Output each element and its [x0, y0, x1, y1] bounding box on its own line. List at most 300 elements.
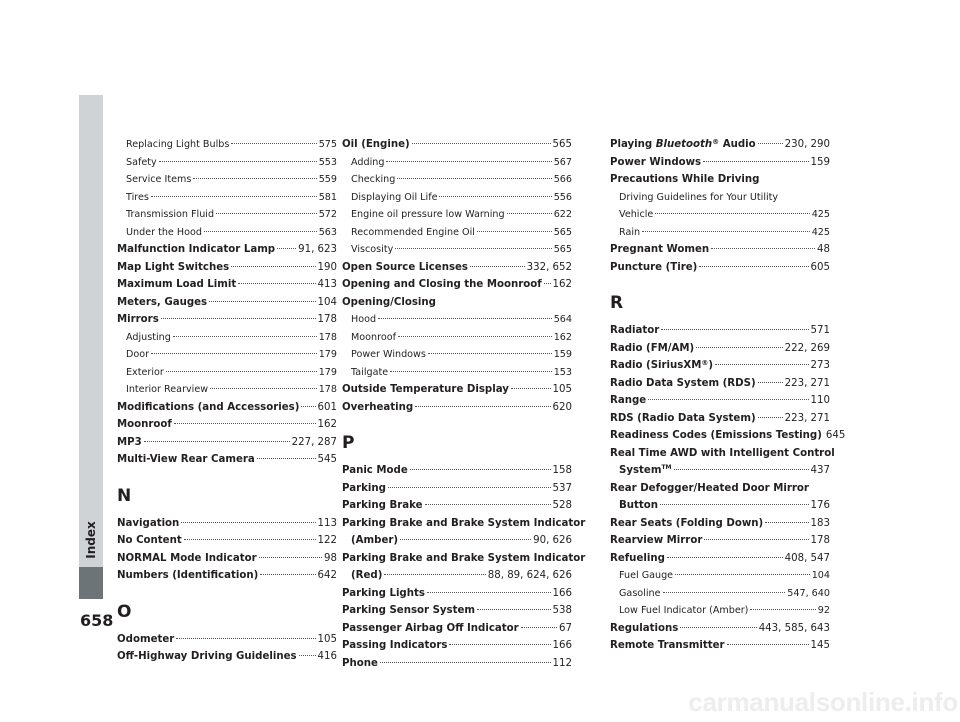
index-entry-term — [117, 416, 172, 434]
index-entry — [610, 410, 830, 428]
dot-leader — [161, 318, 316, 319]
index-entry-term — [126, 329, 171, 347]
index-entry-term — [342, 637, 447, 655]
index-entry — [342, 497, 572, 515]
entry-term-text: Rain — [619, 226, 641, 238]
entry-term-text: Panic Mode — [342, 465, 408, 476]
index-entry — [117, 346, 337, 364]
index-entry-term — [619, 497, 658, 515]
index-entry — [117, 171, 337, 189]
dot-leader — [507, 213, 552, 214]
dot-leader — [663, 592, 786, 593]
dot-leader — [151, 196, 317, 197]
index-entry-pages: 528 — [552, 500, 572, 511]
index-entry — [610, 462, 830, 480]
index-entry — [117, 648, 337, 666]
entry-term-text: Parking Brake — [342, 500, 423, 511]
index-entry — [342, 189, 572, 207]
index-entry — [342, 620, 572, 638]
dot-leader — [704, 539, 808, 540]
dot-leader — [750, 609, 815, 610]
index-entry-pages: 179 — [318, 349, 337, 360]
index-entry-heading: Real Time AWD with Intelligent Control — [610, 447, 835, 459]
index-entry — [342, 171, 572, 189]
index-entry-term — [619, 602, 748, 620]
dot-leader — [400, 539, 531, 540]
index-entry — [610, 206, 830, 224]
dot-leader — [521, 627, 557, 628]
index-entry-term — [610, 532, 702, 550]
index-entry-pages: 572 — [318, 209, 337, 220]
index-entry-term — [610, 259, 697, 277]
index-entry-term — [342, 480, 386, 498]
index-entry-term — [342, 381, 509, 399]
index-entry-pages: 122 — [317, 535, 337, 546]
entry-term-text: Passing Indicators — [342, 640, 448, 651]
index-entry-pages: 565 — [552, 139, 572, 150]
index-entry-term — [117, 567, 258, 585]
index-entry — [610, 392, 830, 410]
index-entry-term — [351, 189, 437, 207]
dot-leader — [425, 504, 551, 505]
index-entry — [342, 462, 572, 480]
index-entry-pages: 112 — [552, 657, 572, 669]
entry-term-text: Adding — [351, 156, 385, 168]
index-entry — [342, 480, 572, 498]
entry-term-text: Recommended Engine Oil — [351, 226, 475, 238]
index-entry — [117, 631, 337, 649]
entry-term-text: Radio (FM/AM) — [610, 342, 695, 354]
entry-term-text: Rear Seats (Folding Down) — [610, 517, 764, 529]
index-entry-pages: 556 — [553, 191, 572, 203]
index-entry — [342, 585, 572, 603]
index-entry-term — [342, 259, 468, 277]
dot-leader — [758, 143, 783, 144]
index-entry-pages: 190 — [317, 261, 337, 273]
index-entry-pages: 581 — [318, 191, 337, 203]
entry-term-text: Moonroof — [117, 419, 172, 430]
index-entry-term — [351, 532, 398, 550]
dot-leader — [410, 469, 551, 470]
index-entry-pages: 416 — [317, 651, 337, 662]
index-entry-pages: 566 — [553, 174, 572, 185]
dot-leader — [238, 283, 315, 284]
entry-term-text: (Amber) — [351, 535, 399, 546]
index-entry-pages: 230, 290 — [784, 139, 830, 150]
dot-leader — [173, 336, 317, 337]
index-entry — [342, 154, 572, 172]
dot-leader — [477, 231, 552, 232]
index-entry-term — [126, 189, 149, 207]
index-entry — [342, 532, 572, 550]
dot-leader — [696, 347, 782, 348]
index-entry — [342, 399, 572, 417]
index-entry — [342, 655, 572, 673]
dot-leader — [648, 399, 808, 400]
index-side-tab-marker — [79, 567, 103, 599]
dot-leader — [231, 266, 315, 267]
index-entry-term — [117, 399, 299, 417]
index-entry-pages: 98 — [324, 552, 337, 564]
index-entry-pages: 145 — [810, 640, 830, 651]
index-entry-pages: 166 — [552, 640, 572, 651]
index-entry — [117, 532, 337, 550]
index-entry — [342, 381, 572, 399]
dot-leader — [184, 539, 316, 540]
index-entry — [610, 515, 830, 533]
registered-mark: ® — [701, 359, 709, 367]
index-entry-term — [351, 224, 475, 242]
entry-term-text: Tires — [126, 191, 149, 203]
index-entry-term — [342, 655, 378, 673]
index-entry-pages: 92 — [817, 605, 830, 616]
entry-term-text: Power Windows — [351, 349, 426, 360]
dot-leader — [727, 644, 809, 645]
dot-leader — [388, 487, 551, 488]
dot-leader — [660, 504, 809, 505]
entry-term-text: Passenger Airbag Off Indicator — [342, 622, 519, 634]
index-entry-term — [117, 259, 229, 277]
index-entry — [117, 416, 337, 434]
index-entry-pages: 547, 640 — [787, 587, 830, 599]
dot-leader — [210, 388, 317, 389]
index-entry-term — [342, 497, 423, 515]
index-entry-heading: Opening/Closing — [342, 296, 436, 308]
index-column-3 — [610, 136, 846, 655]
index-entry-pages: 67 — [559, 622, 572, 634]
dot-leader — [439, 196, 551, 197]
index-entry-pages: 564 — [553, 314, 572, 325]
entry-term-text: Odometer — [117, 633, 175, 645]
index-entry-term — [117, 451, 255, 469]
index-entry-pages: 178 — [810, 535, 830, 546]
index-entry — [117, 136, 337, 154]
index-entry-term — [117, 532, 182, 550]
index-entry-pages: 601 — [317, 401, 337, 413]
entry-term-text: Outside Temperature Display — [342, 384, 509, 395]
index-entry-term — [610, 357, 713, 375]
index-entry — [610, 375, 830, 393]
index-entry-pages: 408, 547 — [784, 552, 830, 564]
dot-leader — [204, 231, 317, 232]
dot-leader — [277, 248, 296, 249]
index-entry — [342, 637, 572, 655]
index-entry-term — [610, 550, 665, 568]
entry-term-text: Multi-View Rear Camera — [117, 454, 255, 465]
index-entry-pages: 48 — [817, 244, 830, 255]
index-entry — [610, 357, 830, 375]
dot-leader — [216, 213, 317, 214]
entry-term-suffix: ) — [708, 360, 714, 371]
index-entry — [342, 136, 572, 154]
registered-mark: ® — [712, 138, 720, 146]
entry-term-text: Exterior — [126, 366, 164, 378]
index-entry — [610, 427, 846, 445]
page-number: 658 — [80, 611, 114, 630]
index-entry — [342, 224, 572, 242]
dot-leader — [674, 469, 809, 470]
index-entry — [610, 136, 830, 154]
index-entry-pages: 571 — [810, 325, 830, 336]
dot-leader — [715, 364, 809, 365]
index-entry — [117, 276, 337, 294]
index-entry — [610, 154, 830, 172]
index-entry-term — [610, 241, 709, 259]
dot-leader — [390, 371, 552, 372]
entry-term-text: Low Fuel Indicator (Amber) — [619, 605, 749, 616]
index-entry — [117, 206, 337, 224]
index-entry-term — [126, 154, 157, 172]
dot-leader — [397, 178, 551, 179]
index-entry-pages: 90, 626 — [533, 535, 572, 546]
index-entry-pages: 153 — [553, 366, 572, 378]
index-entry-pages: 222, 269 — [784, 342, 830, 354]
index-entry-pages: 565 — [553, 226, 572, 238]
entry-term-text: Oil (Engine) — [342, 139, 410, 150]
dot-leader — [470, 266, 525, 267]
index-entry-pages: 553 — [318, 156, 337, 168]
index-entry-pages: 162 — [553, 331, 572, 343]
index-entry-pages: 159 — [810, 156, 830, 168]
index-entry-term — [610, 322, 659, 340]
index-entry-pages: 425 — [811, 209, 830, 220]
index-entry-term — [610, 340, 694, 358]
index-entry — [342, 259, 572, 277]
entry-term-text: Playing — [610, 139, 656, 150]
index-letter-heading: O — [117, 601, 132, 622]
index-entry-pages: 437 — [810, 465, 830, 476]
dot-leader — [703, 161, 808, 162]
index-entry — [610, 620, 830, 638]
entry-term-text: Replacing Light Bulbs — [126, 139, 230, 150]
index-column-2 — [342, 136, 586, 672]
index-entry — [117, 224, 337, 242]
index-entry — [117, 259, 337, 277]
index-entry-pages: 159 — [553, 349, 572, 360]
index-entry-pages: 104 — [811, 570, 830, 581]
entry-term-text: MP3 — [117, 436, 142, 448]
index-entry — [610, 497, 830, 515]
entry-term-text: Range — [610, 395, 647, 406]
index-entry-term — [619, 224, 640, 242]
entry-term-text: Radio Data System (RDS) — [610, 377, 756, 389]
entry-term-text: Overheating — [342, 401, 414, 413]
index-entry-pages: 105 — [317, 633, 337, 645]
dot-leader — [181, 522, 315, 523]
index-entry — [342, 346, 572, 364]
dot-leader — [259, 557, 322, 558]
index-entry-term — [351, 311, 376, 329]
index-entry — [610, 340, 830, 358]
index-entry-pages: 443, 585, 643 — [758, 622, 830, 634]
entry-term-text: Transmission Fluid — [126, 209, 215, 220]
index-entry-pages: 104 — [317, 296, 337, 308]
index-letter-heading: R — [610, 293, 624, 313]
dot-leader — [412, 143, 551, 144]
index-entry-term — [610, 427, 822, 445]
index-entry — [610, 532, 830, 550]
index-entry-term — [126, 206, 214, 224]
index-entry-pages: 227, 287 — [291, 436, 337, 448]
index-entry-pages: 413 — [317, 279, 337, 290]
dot-leader — [699, 266, 808, 267]
entry-term-text: Adjusting — [126, 331, 171, 343]
entry-term-text: Button — [619, 500, 659, 511]
dot-leader — [299, 655, 316, 656]
index-entry-term — [126, 224, 202, 242]
index-entry — [117, 381, 337, 399]
index-side-tab — [79, 95, 103, 567]
dot-leader — [380, 662, 551, 663]
trademark-mark: TM — [661, 464, 672, 471]
index-entry-pages: 538 — [552, 605, 572, 616]
entry-term-text: Engine oil pressure low Warning — [351, 209, 505, 220]
index-entry — [610, 322, 830, 340]
dot-leader — [477, 609, 551, 610]
entry-term-text: Power Windows — [610, 156, 702, 168]
dot-leader — [711, 248, 815, 249]
dot-leader — [301, 406, 315, 407]
dot-leader — [176, 638, 315, 639]
dot-leader — [544, 283, 551, 284]
dot-leader — [415, 406, 550, 407]
index-entry-heading: Rear Defogger/Heated Door Mirror — [610, 482, 809, 494]
index-entry-heading: Parking Brake and Brake System Indicator — [342, 552, 586, 564]
dot-leader — [174, 423, 316, 424]
index-entry-term — [351, 206, 505, 224]
index-entry-pages: 642 — [317, 570, 337, 581]
index-entry — [610, 637, 830, 655]
index-entry-term — [117, 631, 174, 649]
index-entry-pages: 563 — [318, 226, 337, 238]
dot-leader — [661, 329, 808, 330]
dot-leader — [758, 382, 783, 383]
entry-term-text: Readiness Codes (Emissions Testing) — [610, 430, 822, 441]
index-entry — [610, 224, 830, 242]
entry-term-text: Map Light Switches — [117, 261, 230, 273]
entry-term-text: Displaying Oil Life — [351, 191, 438, 203]
index-entry-term — [351, 241, 393, 259]
index-entry-pages: 645 — [825, 430, 846, 441]
index-entry-pages: 273 — [810, 360, 830, 371]
dot-leader — [667, 557, 783, 558]
dot-leader — [151, 353, 317, 354]
entry-term-text: Fuel Gauge — [619, 570, 674, 581]
dot-leader — [398, 336, 552, 337]
index-entry-pages: 162 — [317, 419, 337, 430]
dot-leader — [655, 213, 809, 214]
index-entry-term — [117, 550, 257, 568]
index-entry-term — [117, 434, 142, 452]
entry-term-text: Moonroof — [351, 331, 396, 343]
entry-term-text: Mirrors — [117, 314, 159, 325]
entry-term-text: Parking Lights — [342, 587, 425, 599]
index-entry — [610, 259, 830, 277]
entry-term-text: Under the Hood — [126, 226, 202, 238]
index-entry — [342, 241, 572, 259]
index-entry-pages: 183 — [810, 517, 830, 529]
dot-leader — [680, 627, 756, 628]
index-entry — [610, 550, 830, 568]
dot-leader — [166, 371, 317, 372]
index-entry — [610, 241, 830, 259]
entry-term-text: Hood — [351, 314, 377, 325]
index-entry-term — [610, 410, 756, 428]
entry-term-text: Service Items — [126, 174, 192, 185]
index-entry — [342, 206, 572, 224]
index-entry-term — [610, 620, 678, 638]
entry-term-italic: Bluetooth — [655, 139, 713, 150]
index-entry-pages: 545 — [317, 454, 337, 465]
index-entry-pages: 105 — [552, 384, 572, 395]
entry-term-text: Remote Transmitter — [610, 640, 725, 651]
index-entry-pages: 166 — [552, 587, 572, 599]
index-entry-pages: 622 — [553, 209, 572, 220]
dot-leader — [395, 248, 551, 249]
entry-term-text: Phone — [342, 657, 378, 669]
index-entry-term — [610, 375, 756, 393]
index-entry-term — [126, 136, 229, 154]
dot-leader — [378, 318, 552, 319]
index-entry-pages: 425 — [811, 226, 830, 238]
index-entry-term — [117, 241, 275, 259]
index-entry-pages: 223, 271 — [784, 377, 830, 389]
entry-term-text: Parking Sensor System — [342, 605, 476, 616]
index-entry-term — [610, 637, 725, 655]
entry-term-text: (Red) — [351, 570, 383, 581]
index-entry-term — [610, 515, 763, 533]
index-entry-pages: 158 — [552, 465, 572, 476]
index-entry-term — [342, 620, 519, 638]
entry-term-text: Pregnant Women — [610, 244, 710, 255]
dot-leader — [144, 441, 290, 442]
index-entry-pages: 565 — [553, 244, 572, 255]
index-entry-term — [117, 311, 159, 329]
index-entry-pages: 575 — [318, 139, 337, 150]
entry-term-text: No Content — [117, 535, 182, 546]
dot-leader — [449, 644, 550, 645]
dot-leader — [384, 574, 485, 575]
index-entry-pages: 178 — [317, 314, 337, 325]
index-entry — [342, 364, 572, 382]
index-entry — [342, 276, 572, 294]
dot-leader — [765, 522, 808, 523]
index-entry — [117, 515, 337, 533]
index-entry-pages: 113 — [317, 517, 337, 529]
index-entry-term — [117, 276, 236, 294]
index-entry-pages: 332, 652 — [526, 261, 572, 273]
entry-term-text: Puncture (Tire) — [610, 261, 698, 273]
index-entry-pages: 620 — [552, 401, 572, 413]
index-entry-pages: 178 — [318, 384, 337, 395]
entry-term-suffix: Audio — [719, 139, 756, 150]
index-entry — [117, 550, 337, 568]
index-entry — [117, 311, 337, 329]
index-entry-term — [342, 399, 413, 417]
dot-leader — [159, 161, 317, 162]
index-entry-term — [342, 585, 425, 603]
index-entry — [117, 451, 337, 469]
index-entry-heading: Driving Guidelines for Your Utility — [619, 191, 779, 203]
index-entry-term — [610, 136, 756, 154]
entry-term-text: Safety — [126, 156, 157, 168]
index-entry-term — [351, 364, 388, 382]
index-entry — [117, 364, 337, 382]
index-entry-pages: 176 — [810, 500, 830, 511]
index-entry-term — [351, 346, 426, 364]
index-entry-term — [342, 462, 408, 480]
index-entry — [610, 602, 830, 620]
